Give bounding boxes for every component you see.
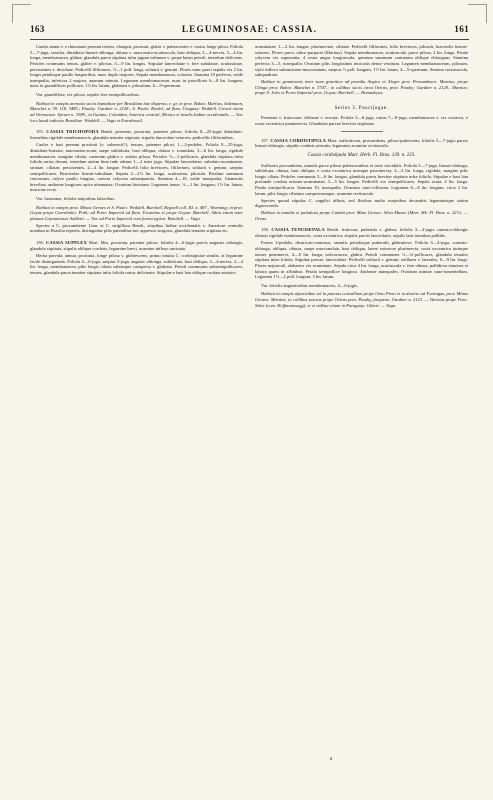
page-header	[30, 24, 469, 38]
species-number: 155.	[36, 129, 44, 135]
species-note: Species a C. procumbente Linn. et C. strigillosa Benth., stirpibus Indiae occidentalis v. Americae centralis nondum in Brasilia repertis, distinguitur pilis patentibus nec appresso strigosis, glandula tenuiter stipitata etc.	[30, 222, 243, 234]
variety-note: Var. grandiflora, vix pilosa, sepalis fere semipollicaribus.	[36, 92, 140, 97]
habitat-paragraph: Habitat in campis alpestribus vel in pascuis convallium prope Ouro Preto et in deserto ad Formigas, prov. Minas Geraes: Martius; in collibus saxosis prope Oeiras prov. Piauhy, frequens: Gardner n. 2123. — Varietas prope Faro: Siber (com. Hoffmannsegg), et et vidētur etiam in Paraguay: Gibert. — Vaga.	[255, 291, 468, 308]
species-description: Caules e basi perenni prostrati (v. suberecti?), tenues, patenter pilosi, 1—2-pedales. Foliola 8—25-juga, dimidiato-linearia, mucronato-acuta, saepe subfalcata, basi obliqua, obtusa v. rotundata, 3—6 lin. longa, rigidule membranacea, margine ciliata, caeterum glabra v. subtus pilosa. Petioles ½—1-pollicaris; glandula stipitata infra foliola rarius desunt, interdum autem bina inde adsunt 1—2 inter juga. Stipulae lanceolatae, subulato-acuminatae, striatae, ciliatae, persistentes, 2—4 lin. longae. Pedicelli folio breviores, filiformes, solitarii v. gemini, saepius semipollicares. Bracteolae lineari-subulatae. Sepala 2—2½ lin. longa, acutissima, pilosula. Petalum summum concavum, calyce paullo longius, caetera calycem subaequantia. Stamina 4—10, valde inaequalia, filamentis brevibus; antherae longiores apice attenuatae. Ovarium hirsutum. Legumen tenue, ½—1 lin. longum, 1½ lin. latum, mucrone recto.	[30, 142, 243, 193]
species-heading	[255, 138, 468, 149]
paragraph: acuminatae, 1—2 lin. longae, plurinerviae, ciliatae. Pedicelli filiformes, folio breviores, pilosuli, bracteolis lineari-setaceis. Flores parvi, rubro-purpurei (Martius). Sepala membranacea, acutiuscula, parce pilosa, 2 lin. longa. Petala calycem vix superantia, 4 ovata unguc longiuscula, quintum summum carinatum oblique oblongum. Stamina perfecta 3—5, inaequalia. Ovarium pilis longissimis intricatis dense vestitum. Legumen membranaceum, pilosum, stylo inflexo subuncinato-mucronatum, saepius ½ poll. longum, 1½ lin. latum, 4—5-spermum. Semina crassiuscula, subquadrata.	[255, 44, 468, 78]
species-diagnosis: Mart. Mss. prostrata, patenter pilosa; foliolis 4—6-jugis parvis angustis oblongis, glandula stipitata, stipulis oblique cordatis; legumine brevi, acumine inflexo uncinato.	[30, 239, 243, 251]
series-heading: Series 3. Paucijugae.	[334, 104, 389, 111]
species-description: Herba parvula, annua, prostrata, longe pilosa v. glabrescens, primo intuitu C. cordistipulae similis, at legumine facile distinguenda. Foliola 4—6-juga, saepius 5-juga, angustc oblonga, subfalcata, basi obliqua, 3—4-nervia, 2—4 lin. longa, membranacea, pilis longis ciliata subtusque conspersa v. glabrata. Petioli communes subsemipollicares, tenues, glandula parva tenuiter stipitata infra foliola rarius deficiente. Stipulae e basi lata oblique cordata aristato-	[30, 253, 243, 276]
paragraph: Caules annui v. e rhizomate perenni teretes, elongati, prostrati, glabri v. pubescentes v. varius longe pilosi. Foliola 5—7-juga, sessilia, dimidiato-lineari-oblonga, obtusa v. mucronato-acutiuscula, basi obliqua, 3—4-nervia, 3—4 lin. longa, membranacea, glabra; glandula parva stipitata infra jugum infimum v. prope basin petioli, interdum deficiens. Petioles communis tenuis, glaber v. pilosus, 3—9 lin. longus. Stipulae lanceolatae v. fere subulatae, acutissimae, persistentes v. deciduae. Pedicelli filiformes, ½—1 poll. longi, solitarii v. gemini. Flores nunc parvi sepalis vix 2 lin. longis petalisque paullo longioribus, nunc duplo majores. Sepala membranacea, colorata. Stamina 10 perfecta, valde inaequalia, inferiora 2 majora, ananum minuta. Legumen membranaceum, nunc in parvifloris 6—8 lin. longum, nunc in grandifloris pollicare, 1½ lin. latum, glabrum v. pilosulum, 6—9-spermum.	[30, 44, 243, 89]
left-page-number: 163	[30, 24, 45, 34]
species-name: CASSIA TRICHOPODA	[46, 129, 99, 135]
series-description: Perennes v. fruticosae, diffusae v. erectae. Foliola 3—6-juga, rarius 7—8-juga, membranacea v. vix coriacea, e costa excentrica penninervia. Glandulae parvae breviter stipitatae.	[255, 115, 468, 127]
species-description: Frutex 3-pedalis, divaricato-ramosus, ramulis petiolisque puberulis glabratisve. Foliola 3—4-juga, cuneato-oblonga, obliqua, obtusa, saepe mucronulata, basi obliqua, latere exteriore plurinervia, costa excentrica utrinque tenuer penninervi, 4—8 lin. longa, subcoriacea, glabra. Petioli communes ½—¾-pollicares, glandula tenuiter stipitata infra foliola. Stipulae parvae, lanceolatae. Pedicelli solitarii v. gemini, axillares v. laterales, 6—9 lin. longi. Flores majusculi, alabastro vix acuminato. Sepala circa 4 lin. longa, acutiuscula v. fere obtusa, pallidiora tenuiora et latiora quam in affinibus. Petala semipollice longiora. Antherae inaequales. Ovarium minute cano-tomentellum. Legumen 1½—2 poll. longum, 3 lin. latum.	[255, 240, 468, 280]
scan-corner-mark	[12, 4, 31, 23]
species-diagnosis: Benth. perennis, prostrata, patenter pilosa; foliolis 8—25-jugis dimidiato-linearibus rigidule membranaceis, glandula tenuiter stipitata; stipulis lanceolato-setaceis; pedicellis filiformibus.	[30, 129, 244, 140]
synonym-citation: Cassia cordistipula Mart. Herb. Fl. Bras. 139. n. 223.	[307, 152, 416, 158]
species-name: CASSIA SUPPLEX	[45, 239, 87, 245]
species-number: 158.	[261, 227, 269, 233]
right-page-number: 161	[454, 24, 469, 34]
habitat-paragraph: Habitat in tumidis et paludosis prope Cuiabá prov. Mato Grosso: Silva Manso (Mart. Hb. Fl. Bras. n. 223.). — Oreas.	[255, 209, 468, 221]
running-title: LEGUMINOSAE: CASSIA.	[181, 24, 318, 34]
species-heading	[30, 129, 243, 140]
right-column	[255, 44, 468, 310]
habitat-paragraph: Habitat in campis prov. Minas Geraes et S. Paulo: Weddell, Burchell, Regnell coll. III. n. 487., Warming; in prov. Goyaz prope Curralinho: Pohl; ad Porto Imperial ad flum. Tocantins et prope Goyaz: Burchell. Adest etiam inter plantas Cayennenses Aubletii. — Var. ad Porto Imperial cum forma typica: Burchell. — Vaga.	[30, 204, 243, 221]
habitat-paragraph: Habitat in graminosis inter saxa granitica ad praedia Angico et Alegre prov. Pernambuco: Martius; prope Ulinga prov. Bahia: Blanchet n. 3747.; in collibus siccis circa Oeiras, prov. Piauhy: Gardner n. 2129., Martius; prope S. João et Porto Imperial prov. Goyaz: Burchell. — Hamadryas.	[255, 78, 468, 96]
habitat-paragraph: Habitat in campis arenosis siccis humidisve per Brasiliam late dispersa, e. gr. in prov. Bahia: Martius, Salzmann, Blanchet n. 39. 118. 3485.; Piauhy: Gardner n. 2128.; S. Paulo: Riedel; ad flum. Uruguay: Weddell. Crescit etiam ad Orenocum: Spruce n. 3389., in Guiana, Columbia, America centrali, Mexico et insulis Indiae occidentalis. — Var. loco haud indicato Brasiliae: Weddell. — Vagu et Extrabrasil.	[30, 100, 243, 123]
species-note: Species quoad stipulas C. supplici affinis, sed floribus multo majoribus decandris leguminisque statim dignoscenda.	[255, 197, 468, 209]
species-number: 156.	[36, 239, 44, 245]
species-heading	[255, 227, 468, 238]
variety-note: Var. foliolis angustioribus membranaceis, 4—6-jugis.	[261, 282, 359, 288]
species-description: Suffrutex procumbens, ramulis parce piloso-pubescentibus et torte viscidulis. Foliola 5—7-juga, lineari-oblonga, subfalcata, obtusa, basi obliqua, e costa excentrica utrinque paucinervia, 2—3 lin. longa, rigidula, margine pilis longis ciliata. Petioles communis 3—6 lin. longus, glandula parva breviter stipitata infra foliola. Stipulae e basi lata profunde cordata aristato-acuminatae, 3—5 lin. longae. Pedicelli vix semipollicares. Sepala acuta, 4 lin. longa. Petala semipollicaria. Stamina 10, inaequalia. Ovarium cano-villosum. Legumen 6—8 lin. longum, circa 2 lin. latum, pilis longis ciliatum compressumque, acumine rectiusculo.	[255, 162, 468, 196]
header-rule	[30, 39, 469, 40]
species-diagnosis: Mart. suffruticosa, procumbens, piloso-pubescens; foliolis 5—7-jugis parvis lineari-oblongis, stipulis cordatis aristatis; leguminis acumine rectiusculo.	[255, 137, 469, 149]
species-name: CASSIA TENUISEPALA	[271, 227, 325, 233]
two-column-body	[30, 44, 469, 310]
section-rule	[341, 131, 383, 132]
variety-note: Var. luxurians, foliolis majoribus latioribus.	[36, 196, 116, 201]
species-heading	[30, 240, 243, 251]
species-number: 157.	[261, 137, 269, 143]
signature-mark: ƨ	[330, 756, 333, 762]
species-name: CASSIA CORDISTIPULA	[270, 137, 327, 143]
scan-corner-mark-right	[468, 4, 487, 23]
species-diagnosis: Benth. fruticosa, puberula v. glabra; foliolis 3—4-jugis cuneato-oblongis obtusis rigidule membranaceis, costa excentrica; stipulis parvis lanceolatis; sepalis latis tenuibus pallidis.	[255, 227, 469, 238]
left-column	[30, 44, 243, 310]
